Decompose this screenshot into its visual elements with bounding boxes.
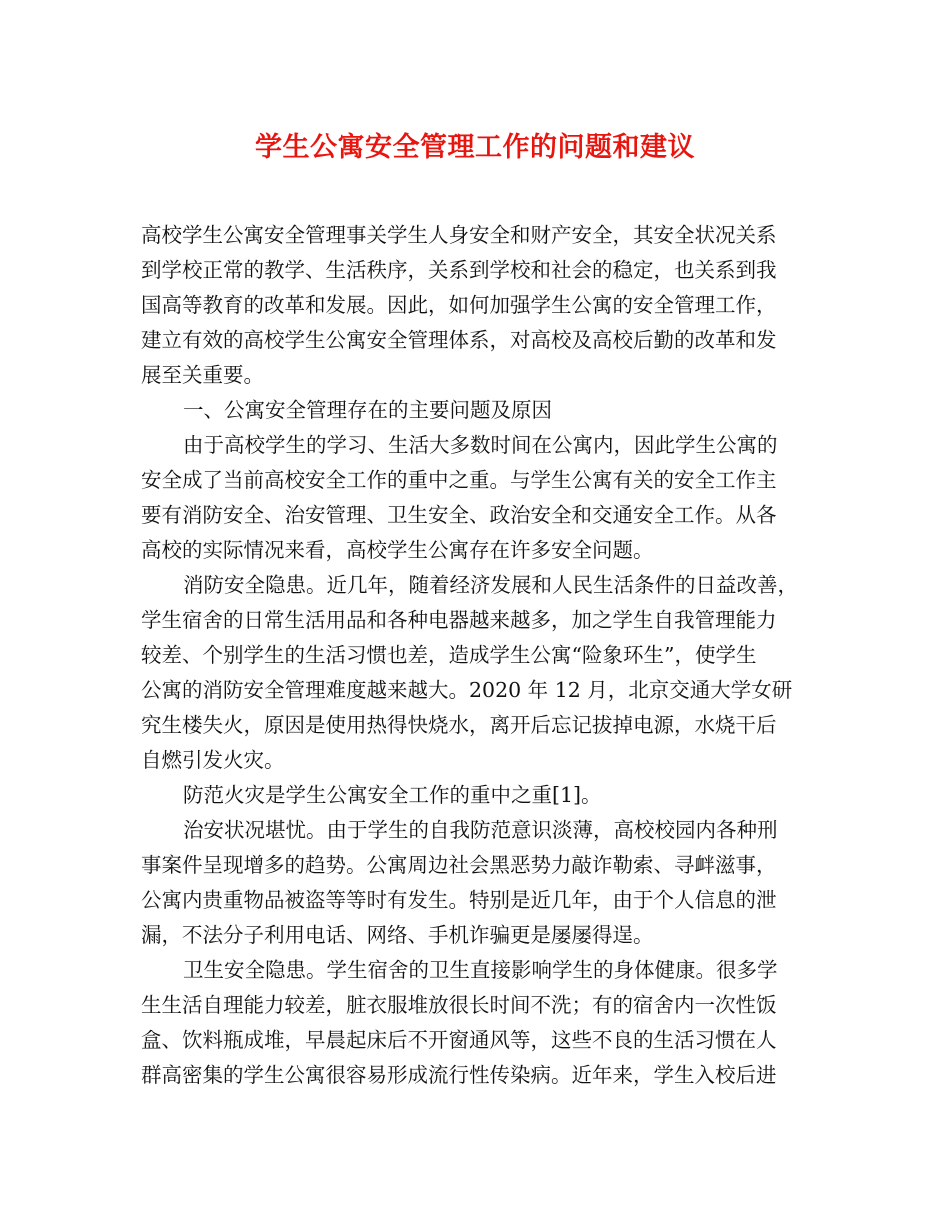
text-line: 一、公寓安全管理存在的主要问题及原因 — [183, 398, 552, 422]
text-line: 消防安全隐患。近几年，随着经济发展和人民生活条件的日益改善， — [183, 573, 798, 597]
text-line: 国高等教育的改革和发展。因此，如何加强学生公寓的安全管理工作， — [141, 293, 777, 317]
text-line: 较差、个别学生的生活习惯也差，造成学生公寓“险象环生”，使学生 — [141, 643, 757, 667]
text-line: 安全成了当前高校安全工作的重中之重。与学生公寓有关的安全工作主 — [141, 468, 777, 492]
text-line: 展至关重要。 — [141, 363, 264, 387]
document-body — [141, 218, 815, 1093]
text-line: 漏，不法分子利用电话、网络、手机诈骗更是屡屡得逞。 — [141, 923, 654, 947]
text-line: 学生宿舍的日常生活用品和各种电器越来越多，加之学生自我管理能力 — [141, 608, 777, 632]
text-line: 到学校正常的教学、生活秩序，关系到学校和社会的稳定，也关系到我 — [141, 258, 777, 282]
text-line: 生生活自理能力较差，脏衣服堆放很长时间不洗；有的宿舍内一次性饭 — [141, 993, 777, 1017]
document-title: 学生公寓安全管理工作的问题和建议 — [255, 132, 695, 163]
text-line: 由于高校学生的学习、生活大多数时间在公寓内，因此学生公寓的 — [183, 433, 778, 457]
text-line: 高校学生公寓安全管理事关学生人身安全和财产安全，其安全状况关系 — [141, 223, 777, 247]
text-line: 究生楼失火，原因是使用热得快烧水，离开后忘记拔掉电源，水烧干后 — [141, 713, 777, 737]
text-line: 防范火灾是学生公寓安全工作的重中之重[1]。 — [183, 783, 602, 807]
text-line: 事案件呈现增多的趋势。公寓周边社会黑恶势力敲诈勒索、寻衅滋事， — [141, 853, 777, 877]
text-line: 群高密集的学生公寓很容易形成流行性传染病。近年来，学生入校后进 — [141, 1063, 777, 1087]
text-line: 自燃引发火灾。 — [141, 748, 285, 772]
text-line: 建立有效的高校学生公寓安全管理体系，对高校及高校后勤的改革和发 — [141, 328, 777, 352]
text-line: 高校的实际情况来看，高校学生公寓存在许多安全问题。 — [141, 538, 654, 562]
text-line: 盒、饮料瓶成堆，早晨起床后不开窗通风等，这些不良的生活习惯在人 — [141, 1028, 777, 1052]
text-line: 治安状况堪忧。由于学生的自我防范意识淡薄，高校校园内各种刑 — [183, 818, 778, 842]
text-line: 要有消防安全、治安管理、卫生安全、政治安全和交通安全工作。从各 — [141, 503, 777, 527]
text-line: 公寓内贵重物品被盗等等时有发生。特别是近几年，由于个人信息的泄 — [141, 888, 777, 912]
text-line: 卫生安全隐患。学生宿舍的卫生直接影响学生的身体健康。很多学 — [183, 958, 778, 982]
text-line: 公寓的消防安全管理难度越来越大。2020 年 12 月，北京交通大学女研 — [141, 678, 793, 702]
